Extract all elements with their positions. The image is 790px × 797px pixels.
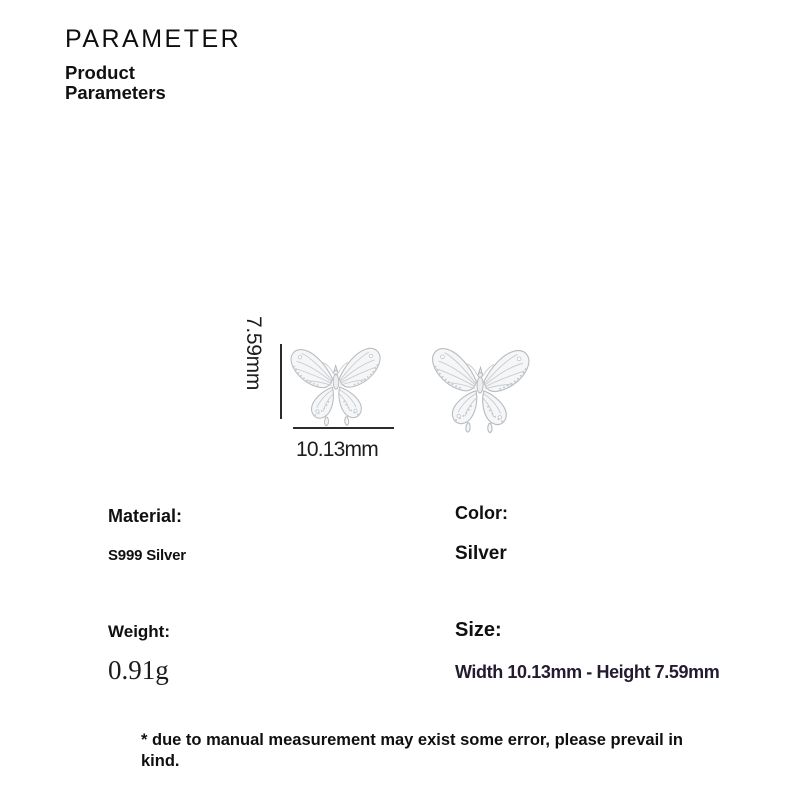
spec-weight-label: Weight: (108, 622, 171, 641)
butterfly-earring-image-right (426, 341, 534, 436)
spec-size (455, 619, 719, 683)
spec-material (108, 506, 186, 564)
measurement-disclaimer: * due to manual measurement may exist some error, please prevail in kind. (141, 731, 683, 770)
spec-size-value: Width 10.13mm - Height 7.59mm (455, 662, 720, 682)
page-subtitle: Product Parameters (65, 61, 166, 103)
width-dimension-line (293, 427, 394, 429)
spec-weight (108, 622, 170, 686)
height-dimension-line (280, 344, 282, 419)
spec-color-value: Silver (455, 543, 507, 564)
spec-material-label: Material: (108, 506, 183, 526)
spec-size-label: Size: (455, 619, 502, 641)
butterfly-earring-image-left (286, 341, 385, 428)
spec-material-value: S999 Silver (108, 547, 186, 564)
width-dimension-label: 10.13mm (296, 438, 378, 461)
page-title: PARAMETER (65, 25, 242, 53)
spec-color-label: Color: (455, 503, 508, 523)
spec-weight-value: 0.91g (108, 655, 169, 685)
height-dimension-label: 7.59mm (242, 316, 265, 391)
spec-color (455, 503, 508, 565)
